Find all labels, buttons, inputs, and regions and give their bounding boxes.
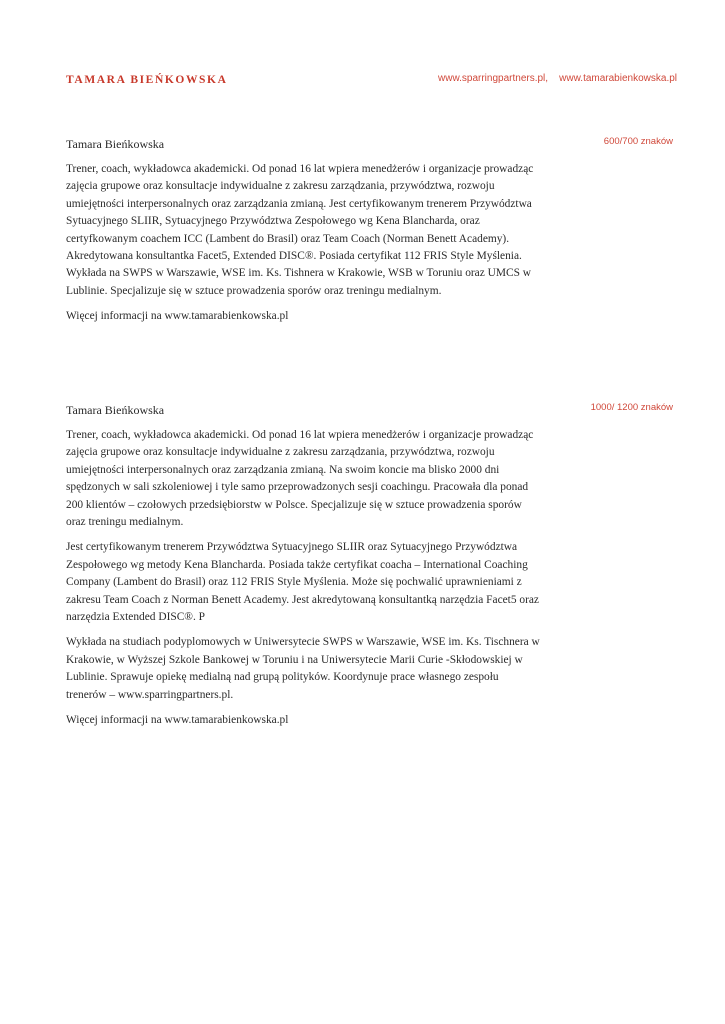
section-1-title: Tamara Bieńkowska	[66, 137, 165, 151]
section-1-char-count: 600/700 znaków	[603, 136, 673, 147]
bio-section-long	[66, 402, 540, 738]
header-link-tamarabienkowska[interactable]: www.tamarabienkowska.pl	[559, 73, 677, 84]
section-2-title: Tamara Bieńkowska	[66, 403, 165, 417]
section-2-paragraph-2: Jest certyfikowanym trenerem Przywództwa Sytuacyjnego SLIIR oraz Sytuacyjnego Przywództwa Zespołowego wg metody Kena Blancharda. Posiada także certyfikat coacha – International Coaching Company (Lambent do Brasil) oraz 112 FRIS Style Myślenia. Może się pochwalić uprawnieniami z zakresu Team Coach z Norman Benett Academy. Jest akredytowaną konsultantką narzędzia Facet5 oraz narzędzia Extended DISC®. P	[66, 541, 539, 624]
section-2-char-count: 1000/ 1200 znaków	[590, 402, 673, 413]
section-1-paragraph-1: Trener, coach, wykładowca akademicki. Od ponad 16 lat wpiera menedżerów i organizacje prowadząc zajęcia grupowe oraz konsultacje indywidualne z zakresu zarządzania, przywództwa, rozwoju umiejętności interpersonalnych oraz zarządzania zmianą. Jest certyfikowanym trenerem Przywództwa Sytuacyjnego SLIIR, Sytuacyjnego Przywództwa Zespołowego wg Kena Blancharda, oraz certyfkowanym coachem ICC (Lambent do Brasil) oraz Team Coach (Norman Benett Academy). Akredytowana konsultantka Facet5, Extended DISC®. Posiada certyfikat 112 FRIS Style Myślenia. Wykłada na SWPS w Warszawie, WSE im. Ks. Tishnera w Krakowie, WSB w Toruniu oraz UMCS w Lublinie. Specjalizuje się w sztuce prowadzenia sporów oraz treningu medialnym.	[66, 163, 534, 297]
bio-section-short	[66, 136, 540, 334]
header-author-name: TAMARA BIEŃKOWSKA	[66, 74, 228, 86]
section-2-paragraph-1: Trener, coach, wykładowca akademicki. Od ponad 16 lat wpiera menedżerów i organizacje prowadząc zajęcia grupowe oraz konsultacje indywidualne z zakresu zarządzania, przywództwa, rozwoju umiejętności interpersonalnych oraz zarządzania zmianą. Na swoim koncie ma blisko 2000 dni spędzonych w sali szkoleniowej i tyle samo przeprowadzonych sesji coachingu. Pracowała dla ponad 200 klientów – czołowych przedsiębiorstw w Polsce. Specjalizuje się w sztuce prowadzenia sporów oraz treningu medialnym.	[66, 429, 534, 529]
section-1-more-info: Więcej informacji na www.tamarabienkowska.pl	[66, 310, 289, 323]
header-link-sparringpartners[interactable]: www.sparringpartners.pl,	[438, 73, 549, 84]
header-links	[438, 73, 677, 84]
section-2-more-info: Więcej informacji na www.tamarabienkowska.pl	[66, 714, 289, 727]
section-2-paragraph-3: Wykłada na studiach podyplomowych w Uniwersytecie SWPS w Warszawie, WSE im. Ks. Tischnera w Krakowie, w Wyższej Szkole Bankowej w Toruniu i na Uniwersytecie Marii Curie -Skłodowskiej w Lublinie. Sprawuje opiekę medialną nad grupą polityków. Koordynuje prace własnego zespołu trenerów – www.sparringpartners.pl.	[66, 636, 540, 701]
